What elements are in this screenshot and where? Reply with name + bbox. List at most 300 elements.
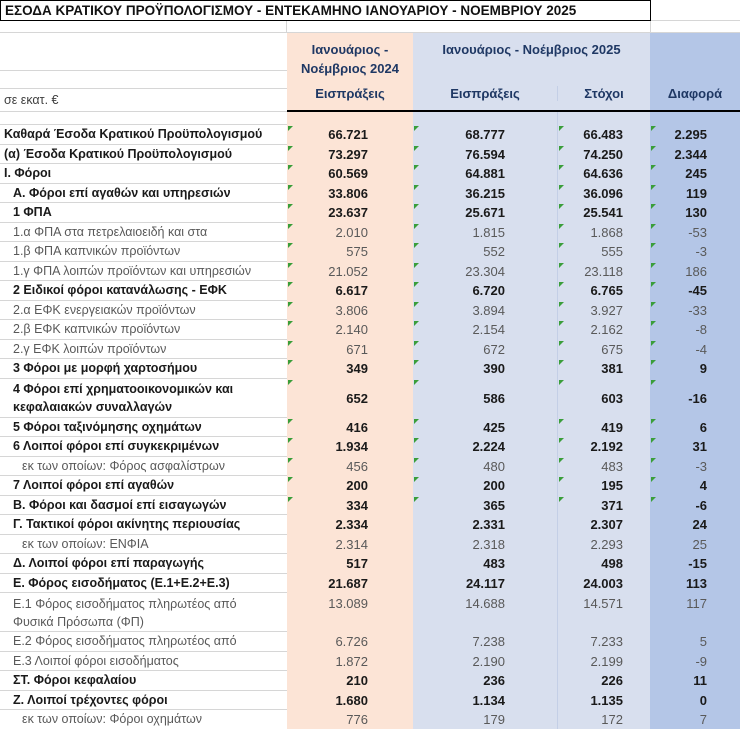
value-2024-cell[interactable] (287, 652, 413, 672)
difference-cell[interactable] (650, 164, 740, 184)
target-2025-cell[interactable] (557, 223, 650, 243)
cell-value: -16 (688, 390, 707, 406)
row-label-cell[interactable]: 2 Ειδικοί φόροι κατανάλωσης - ΕΦΚ (0, 281, 287, 301)
row-label-cell[interactable]: 2.α ΕΦΚ ενεργειακών προϊόντων (0, 301, 287, 321)
cell-value: -6 (695, 497, 707, 513)
title-row (0, 0, 740, 21)
value-2024-cell[interactable] (287, 242, 413, 262)
value-2025-cell[interactable] (413, 691, 557, 711)
value-2025-cell[interactable] (413, 184, 557, 204)
cell-value: -45 (688, 283, 707, 299)
target-2025-cell[interactable] (557, 184, 650, 204)
value-2024-cell[interactable] (287, 710, 413, 729)
table-row (0, 476, 740, 496)
value-2025-cell[interactable] (413, 145, 557, 165)
difference-cell[interactable] (650, 262, 740, 282)
error-flag-icon (559, 185, 564, 190)
value-2025-cell[interactable] (413, 242, 557, 262)
value-2024-cell[interactable] (287, 223, 413, 243)
row-label-cell[interactable]: Ε.2 Φόρος εισοδήματος πληρωτέος από (0, 632, 287, 652)
value-2025-cell[interactable] (413, 320, 557, 340)
error-flag-icon (288, 126, 293, 131)
cell-value: 498 (601, 556, 623, 572)
cell-value: 119 (686, 185, 707, 201)
target-2025-cell[interactable] (557, 671, 650, 691)
value-2024-cell[interactable] (287, 320, 413, 340)
value-2024-cell[interactable] (287, 301, 413, 321)
table-row (0, 203, 740, 223)
cell-value: 25 (692, 536, 707, 552)
cell-value: -3 (695, 458, 707, 474)
unit-label: σε εκατ. € (4, 93, 59, 107)
cell-value: 2.224 (472, 439, 505, 455)
row-label-cell[interactable]: Ι. Φόροι (0, 164, 287, 184)
error-flag-icon (414, 321, 419, 326)
row-label-cell[interactable]: 7 Λοιποί φόροι επί αγαθών (0, 476, 287, 496)
value-2025-cell[interactable] (413, 554, 557, 574)
col-header-2025-group[interactable] (413, 33, 650, 112)
value-2025-cell[interactable] (413, 535, 557, 555)
cell-value: 186 (685, 263, 707, 279)
target-2025-cell[interactable] (557, 593, 650, 632)
row-label-cell[interactable]: ΣΤ. Φόροι κεφαλαίου (0, 671, 287, 691)
row-label-cell[interactable]: Ζ. Λοιποί τρέχοντες φόροι (0, 691, 287, 711)
target-2025-cell[interactable] (557, 320, 650, 340)
cell-value: 31 (692, 439, 707, 455)
value-2025-cell[interactable] (413, 281, 557, 301)
value-2025-cell[interactable] (413, 125, 557, 145)
value-2025-cell[interactable] (413, 359, 557, 379)
value-2025-cell[interactable] (413, 710, 557, 729)
difference-cell[interactable] (650, 632, 740, 652)
row-label-cell[interactable]: 2.β ΕΦΚ καπνικών προϊόντων (0, 320, 287, 340)
cell-value: 371 (601, 497, 623, 513)
col-header-difference[interactable]: Διαφορά (650, 33, 740, 112)
error-flag-icon (651, 360, 656, 365)
difference-cell[interactable] (650, 359, 740, 379)
col-sub-2025-targets[interactable]: Στόχοι (557, 86, 650, 101)
error-flag-icon (414, 380, 419, 385)
cell-value: 74.250 (583, 146, 623, 162)
value-2024-cell[interactable] (287, 671, 413, 691)
error-flag-icon (651, 321, 656, 326)
target-2025-cell[interactable] (557, 476, 650, 496)
error-flag-icon (288, 204, 293, 209)
error-flag-icon (414, 126, 419, 131)
value-2024-cell[interactable] (287, 593, 413, 632)
error-flag-icon (559, 477, 564, 482)
cell-value: 25.541 (583, 205, 623, 221)
difference-cell[interactable] (650, 496, 740, 516)
difference-cell[interactable] (650, 652, 740, 672)
cell-value: 6.617 (335, 283, 368, 299)
row-label-cell[interactable]: εκ των οποίων: Φόρος ασφαλίστρων (0, 457, 287, 477)
value-2025-cell[interactable] (413, 223, 557, 243)
cell-value: 66.721 (328, 127, 368, 143)
cell-value: -15 (688, 556, 707, 572)
table-row (0, 379, 740, 418)
error-flag-icon (559, 282, 564, 287)
cell-value: 14.688 (465, 596, 505, 611)
value-2024-cell[interactable] (287, 691, 413, 711)
cell-value: 1.868 (590, 224, 623, 240)
target-2025-cell[interactable] (557, 242, 650, 262)
error-flag-icon (288, 146, 293, 151)
spacer-cell (650, 112, 740, 125)
target-2025-cell[interactable] (557, 379, 650, 418)
cell-value: 3.894 (472, 302, 505, 318)
difference-cell[interactable] (650, 223, 740, 243)
col-header-2024-receipts[interactable] (287, 33, 413, 112)
error-flag-icon (288, 341, 293, 346)
target-2025-cell[interactable] (557, 496, 650, 516)
table-row (0, 359, 740, 379)
error-flag-icon (651, 497, 656, 502)
cell-value: 2.344 (674, 146, 707, 162)
value-2024-cell[interactable] (287, 418, 413, 438)
error-flag-icon (651, 458, 656, 463)
value-2024-cell[interactable] (287, 476, 413, 496)
difference-cell[interactable] (650, 593, 740, 632)
cell-value: 480 (483, 458, 505, 474)
cell-value: 2.154 (472, 322, 505, 338)
error-flag-icon (559, 165, 564, 170)
cell-value: 23.304 (465, 263, 505, 279)
value-2025-cell[interactable] (413, 652, 557, 672)
gridline-segment (0, 21, 287, 32)
difference-cell[interactable] (650, 379, 740, 418)
error-flag-icon (559, 146, 564, 151)
row-label-cell[interactable]: Δ. Λοιποί φόροι επί παραγωγής (0, 554, 287, 574)
table-row (0, 320, 740, 340)
cell-value: 552 (483, 244, 505, 260)
unit-header-cell[interactable] (0, 33, 287, 112)
cell-value: 210 (346, 673, 368, 689)
error-flag-icon (651, 477, 656, 482)
target-2025-cell[interactable] (557, 203, 650, 223)
difference-cell[interactable] (650, 671, 740, 691)
cell-value: 7.238 (472, 634, 505, 650)
row-label-cell[interactable]: 1.α ΦΠΑ στα πετρελαιοειδή και στα (0, 223, 287, 243)
table-row (0, 593, 740, 632)
cell-value: 24.117 (465, 575, 505, 591)
difference-cell[interactable] (650, 574, 740, 594)
value-2024-cell[interactable] (287, 262, 413, 282)
difference-cell[interactable] (650, 184, 740, 204)
row-label-cell[interactable]: (α) Έσοδα Κρατικού Προϋπολογισμού (0, 145, 287, 165)
cell-value: 456 (346, 458, 368, 474)
value-2024-cell[interactable] (287, 145, 413, 165)
difference-cell[interactable] (650, 418, 740, 438)
table-row (0, 632, 740, 652)
cell-value: 36.096 (583, 185, 623, 201)
table-row (0, 554, 740, 574)
target-2025-cell[interactable] (557, 574, 650, 594)
cell-value: 349 (346, 361, 368, 377)
value-2025-cell[interactable] (413, 418, 557, 438)
row-label-cell[interactable]: Α. Φόροι επί αγαθών και υπηρεσιών (0, 184, 287, 204)
row-label-cell[interactable]: Γ. Τακτικοί φόροι ακίνητης περιουσίας (0, 515, 287, 535)
row-label-cell[interactable]: Ε.1 Φόρος εισοδήματος πληρωτέος από Φυσικά Πρόσωπα (ΦΠ) (0, 593, 287, 632)
cell-value: 5 (699, 634, 707, 650)
cell-value: -8 (695, 322, 707, 338)
cell-value: 2.190 (472, 653, 505, 669)
row-label-cell[interactable]: Β. Φόροι και δασμοί επί εισαγωγών (0, 496, 287, 516)
error-flag-icon (651, 204, 656, 209)
col-sub-2025-receipts[interactable]: Εισπράξεις (450, 86, 520, 101)
difference-cell[interactable] (650, 691, 740, 711)
target-2025-cell[interactable] (557, 554, 650, 574)
cell-value: 2.192 (590, 439, 623, 455)
cell-value: 25.671 (465, 205, 505, 221)
value-2024-cell[interactable] (287, 125, 413, 145)
error-flag-icon (559, 302, 564, 307)
difference-cell[interactable] (650, 320, 740, 340)
page-title[interactable]: ΕΣΟΔΑ ΚΡΑΤΙΚΟΥ ΠΡΟΫΠΟΛΟΓΙΣΜΟΥ - ΕΝΤΕΚΑΜΗΝΟ ΙΑΝΟΥΑΡΙΟΥ - ΝΟΕΜΒΡΙΟΥ 2025 (0, 0, 651, 21)
cell-value: 483 (601, 458, 623, 474)
cell-value: 1.134 (472, 692, 505, 708)
error-flag-icon (414, 185, 419, 190)
difference-cell[interactable] (650, 710, 740, 729)
spacer-cell (557, 112, 650, 125)
row-label-cell[interactable]: 1.β ΦΠΑ καπνικών προϊόντων (0, 242, 287, 262)
difference-cell[interactable] (650, 437, 740, 457)
target-2025-cell[interactable] (557, 301, 650, 321)
value-2024-cell[interactable] (287, 437, 413, 457)
row-label-cell[interactable]: Καθαρά Έσοδα Κρατικού Προϋπολογισμού (0, 125, 287, 145)
cell-value: 7.233 (590, 634, 623, 650)
error-flag-icon (414, 302, 419, 307)
table-row (0, 691, 740, 711)
cell-value: 671 (346, 341, 368, 357)
cell-value: 517 (346, 556, 368, 572)
value-2024-cell[interactable] (287, 574, 413, 594)
value-2025-cell[interactable] (413, 437, 557, 457)
target-2025-cell[interactable] (557, 281, 650, 301)
cell-value: 381 (601, 361, 623, 377)
error-flag-icon (414, 263, 419, 268)
spacer-cell (413, 112, 557, 125)
value-2025-cell[interactable] (413, 457, 557, 477)
value-2024-cell[interactable] (287, 340, 413, 360)
value-2025-cell[interactable] (413, 671, 557, 691)
target-2025-cell[interactable] (557, 710, 650, 729)
error-flag-icon (288, 321, 293, 326)
cell-value: 3.806 (335, 302, 368, 318)
cell-value: -9 (695, 653, 707, 669)
table-row (0, 574, 740, 594)
difference-cell[interactable] (650, 554, 740, 574)
error-flag-icon (651, 126, 656, 131)
error-flag-icon (288, 380, 293, 385)
difference-cell[interactable] (650, 145, 740, 165)
target-2025-cell[interactable] (557, 145, 650, 165)
value-2025-cell[interactable] (413, 301, 557, 321)
value-2025-cell[interactable] (413, 496, 557, 516)
error-flag-icon (288, 263, 293, 268)
error-flag-icon (651, 341, 656, 346)
target-2025-cell[interactable] (557, 262, 650, 282)
cell-value: 365 (483, 497, 505, 513)
error-flag-icon (288, 185, 293, 190)
target-2025-cell[interactable] (557, 437, 650, 457)
cell-value: 9 (699, 361, 707, 377)
difference-cell[interactable] (650, 476, 740, 496)
gridline-segment (287, 21, 651, 32)
table-row (0, 145, 740, 165)
error-flag-icon (414, 341, 419, 346)
target-2025-cell[interactable] (557, 652, 650, 672)
target-2025-cell[interactable] (557, 340, 650, 360)
cell-value: 483 (483, 556, 505, 572)
error-flag-icon (414, 477, 419, 482)
cell-value: 60.569 (328, 166, 368, 182)
error-flag-icon (288, 458, 293, 463)
value-2025-cell[interactable] (413, 632, 557, 652)
value-2025-cell[interactable] (413, 164, 557, 184)
cell-value: 1.934 (335, 439, 368, 455)
error-flag-icon (651, 438, 656, 443)
difference-cell[interactable] (650, 125, 740, 145)
row-label-cell[interactable]: 1.γ ΦΠΑ λοιπών προϊόντων και υπηρεσιών (0, 262, 287, 282)
error-flag-icon (559, 321, 564, 326)
row-label-cell[interactable]: 1 ΦΠΑ (0, 203, 287, 223)
cell-value: 2.162 (590, 322, 623, 338)
cell-value: 6.720 (472, 283, 505, 299)
cell-value: 113 (686, 575, 707, 591)
col-group-2025: Ιανουάριος - Νοέμβριος 2025 (442, 42, 621, 57)
value-2025-cell[interactable] (413, 515, 557, 535)
value-2024-cell[interactable] (287, 203, 413, 223)
value-2025-cell[interactable] (413, 476, 557, 496)
target-2025-cell[interactable] (557, 164, 650, 184)
cell-value: 425 (483, 419, 505, 435)
value-2025-cell[interactable] (413, 379, 557, 418)
cell-value: 1.680 (335, 692, 368, 708)
table-row (0, 437, 740, 457)
value-2025-cell[interactable] (413, 262, 557, 282)
row-label-cell[interactable]: Ε. Φόρος εισοδήματος (Ε.1+Ε.2+Ε.3) (0, 574, 287, 594)
table-row (0, 164, 740, 184)
row-label-cell[interactable]: 5 Φόροι ταξινόμησης οχημάτων (0, 418, 287, 438)
cell-value: 0 (699, 692, 707, 708)
spacer-cell (287, 112, 413, 125)
error-flag-icon (288, 224, 293, 229)
target-2025-cell[interactable] (557, 125, 650, 145)
table-row (0, 515, 740, 535)
value-2024-cell[interactable] (287, 379, 413, 418)
value-2024-cell[interactable] (287, 184, 413, 204)
value-2024-cell[interactable] (287, 535, 413, 555)
target-2025-cell[interactable] (557, 691, 650, 711)
target-2025-cell[interactable] (557, 515, 650, 535)
value-2025-cell[interactable] (413, 203, 557, 223)
error-flag-icon (559, 243, 564, 248)
target-2025-cell[interactable] (557, 632, 650, 652)
cell-value: 2.140 (335, 322, 368, 338)
error-flag-icon (288, 302, 293, 307)
cell-value: 672 (483, 341, 505, 357)
value-2025-cell[interactable] (413, 340, 557, 360)
value-2024-cell[interactable] (287, 359, 413, 379)
difference-cell[interactable] (650, 340, 740, 360)
error-flag-icon (651, 146, 656, 151)
difference-cell[interactable] (650, 203, 740, 223)
value-2024-cell[interactable] (287, 496, 413, 516)
error-flag-icon (559, 204, 564, 209)
difference-cell[interactable] (650, 301, 740, 321)
value-2024-cell[interactable] (287, 457, 413, 477)
gridline (0, 88, 287, 89)
error-flag-icon (288, 243, 293, 248)
row-label-cell[interactable]: 3 Φόροι με μορφή χαρτοσήμου (0, 359, 287, 379)
value-2024-cell[interactable] (287, 281, 413, 301)
value-2025-cell[interactable] (413, 574, 557, 594)
table-row (0, 671, 740, 691)
cell-value: 390 (483, 361, 505, 377)
error-flag-icon (651, 165, 656, 170)
value-2025-cell[interactable] (413, 593, 557, 632)
table-body (0, 125, 740, 729)
cell-value: 14.571 (583, 596, 623, 611)
error-flag-icon (288, 419, 293, 424)
table-row (0, 652, 740, 672)
cell-value: 2.334 (335, 517, 368, 533)
spacer-cell (0, 112, 287, 125)
error-flag-icon (559, 458, 564, 463)
value-2024-cell[interactable] (287, 164, 413, 184)
difference-cell[interactable] (650, 242, 740, 262)
cell-value: 603 (601, 390, 623, 406)
row-label-cell[interactable]: εκ των οποίων: Φόροι οχημάτων (0, 710, 287, 729)
error-flag-icon (288, 438, 293, 443)
difference-cell[interactable] (650, 515, 740, 535)
error-flag-icon (651, 282, 656, 287)
col-sub-2024-receipts: Εισπράξεις (315, 86, 385, 101)
row-label-cell[interactable]: 6 Λοιποί φόροι επί συγκεκριμένων (0, 437, 287, 457)
value-2024-cell[interactable] (287, 554, 413, 574)
difference-cell[interactable] (650, 457, 740, 477)
cell-value: 130 (685, 205, 707, 221)
target-2025-cell[interactable] (557, 418, 650, 438)
row-label-cell[interactable]: Ε.3 Λοιποί φόροι εισοδήματος (0, 652, 287, 672)
error-flag-icon (651, 419, 656, 424)
row-label-cell[interactable]: εκ των οποίων: ΕΝΦΙΑ (0, 535, 287, 555)
error-flag-icon (559, 126, 564, 131)
error-flag-icon (559, 497, 564, 502)
value-2024-cell[interactable] (287, 515, 413, 535)
difference-cell[interactable] (650, 535, 740, 555)
error-flag-icon (651, 263, 656, 268)
difference-cell[interactable] (650, 281, 740, 301)
error-flag-icon (559, 419, 564, 424)
cell-value: -53 (688, 224, 707, 240)
value-2024-cell[interactable] (287, 632, 413, 652)
row-label-cell[interactable]: 4 Φόροι επί χρηματοοικονομικών και κεφαλαιακών συναλλαγών (0, 379, 287, 418)
cell-value: 2.295 (674, 127, 707, 143)
cell-value: 2.307 (590, 517, 623, 533)
target-2025-cell[interactable] (557, 359, 650, 379)
target-2025-cell[interactable] (557, 457, 650, 477)
cell-value: 675 (601, 341, 623, 357)
table-row (0, 496, 740, 516)
cell-value: 64.636 (583, 166, 623, 182)
target-2025-cell[interactable] (557, 535, 650, 555)
row-label-cell[interactable]: 2.γ ΕΦΚ λοιπών προϊόντων (0, 340, 287, 360)
empty-corner-cell[interactable] (651, 0, 740, 21)
cell-value: 21.687 (328, 575, 368, 591)
error-flag-icon (414, 497, 419, 502)
